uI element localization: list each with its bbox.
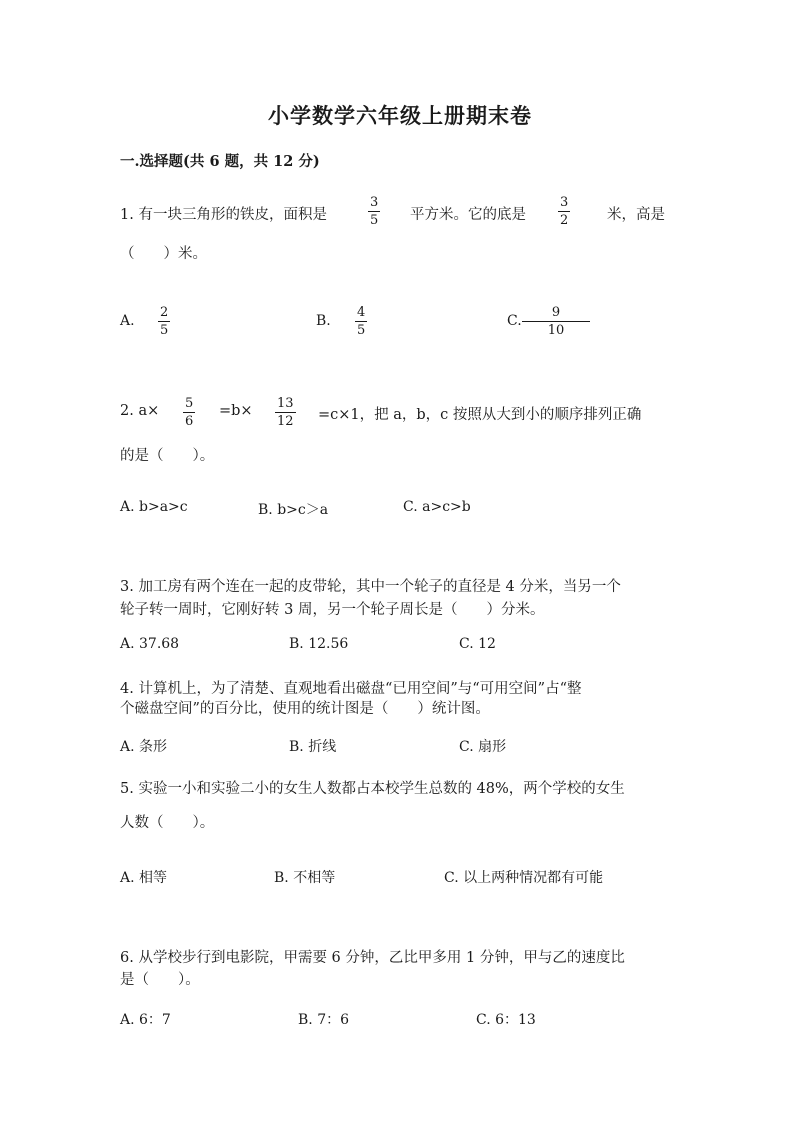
q2-option-c: C. a>c>b bbox=[403, 499, 471, 515]
q3-line-2: 轮子转一周时，它刚好转 3 周，另一个轮子周长是（ ）分米。 bbox=[120, 602, 545, 618]
fraction-bar bbox=[275, 412, 296, 413]
q2-line-2: 的是（ ）。 bbox=[120, 448, 215, 464]
q1-text-b: 平方米。它的底是 bbox=[410, 207, 526, 223]
denominator: 2 bbox=[560, 213, 569, 228]
q2-text-a: 2. a× bbox=[120, 403, 160, 419]
fraction-bar bbox=[183, 412, 195, 413]
denominator: 6 bbox=[185, 414, 194, 429]
q1-text-a: 1. 有一块三角形的铁皮，面积是 bbox=[120, 207, 327, 223]
q1-option-c-frac bbox=[522, 305, 590, 338]
q6-option-c: C. 6：13 bbox=[476, 1012, 536, 1028]
q1-option-b-frac bbox=[355, 305, 367, 338]
q4-line-1: 4. 计算机上，为了清楚、直观地看出磁盘“已用空间”与“可用空间”占“整 bbox=[120, 681, 582, 697]
fraction-bar bbox=[355, 321, 367, 322]
q1-option-b-label: B. bbox=[316, 313, 331, 329]
denominator: 12 bbox=[277, 414, 294, 429]
q5-line-2: 人数（ ）。 bbox=[120, 815, 215, 831]
q4-option-a: A. 条形 bbox=[120, 739, 168, 755]
q2-option-a: A. b>a>c bbox=[120, 499, 188, 515]
q5-option-c: C. 以上两种情况都有可能 bbox=[444, 870, 604, 886]
q1-frac-base bbox=[558, 195, 570, 228]
q6-line-1: 6. 从学校步行到电影院，甲需要 6 分钟，乙比甲多用 1 分钟，甲与乙的速度比 bbox=[120, 950, 625, 966]
page-title: 小学数学六年级上册期末卷 bbox=[268, 103, 532, 128]
q1-text-c: 米，高是 bbox=[607, 207, 665, 223]
q2-frac-1 bbox=[183, 396, 195, 429]
numerator: 3 bbox=[370, 195, 379, 210]
denominator: 5 bbox=[357, 323, 366, 338]
q4-option-c: C. 扇形 bbox=[459, 739, 507, 755]
numerator: 4 bbox=[357, 305, 366, 320]
fraction-bar bbox=[522, 321, 590, 322]
q6-option-b: B. 7：6 bbox=[298, 1012, 350, 1028]
fraction-bar bbox=[368, 211, 380, 212]
denominator: 5 bbox=[370, 213, 379, 228]
fraction-bar bbox=[558, 211, 570, 212]
q5-option-b: B. 不相等 bbox=[274, 870, 336, 886]
q1-line-2: （ ）米。 bbox=[120, 246, 207, 262]
q2-frac-2 bbox=[275, 396, 296, 429]
numerator: 2 bbox=[160, 305, 169, 320]
q5-option-a: A. 相等 bbox=[120, 870, 168, 886]
denominator: 10 bbox=[547, 323, 565, 338]
q3-option-a: A. 37.68 bbox=[120, 636, 180, 652]
section-header: 一.选择题(共 6 题，共 12 分) bbox=[120, 153, 320, 170]
numerator: 3 bbox=[560, 195, 569, 210]
q6-option-a: A. 6：7 bbox=[120, 1012, 171, 1028]
q2-option-b: B. b>c＞a bbox=[258, 502, 329, 518]
q6-line-2: 是（ ）。 bbox=[120, 972, 200, 988]
q3-line-1: 3. 加工房有两个连在一起的皮带轮，其中一个轮子的直径是 4 分米，当另一个 bbox=[120, 579, 621, 595]
fraction-bar bbox=[158, 321, 170, 322]
numerator: 5 bbox=[185, 396, 194, 411]
numerator: 9 bbox=[551, 305, 561, 320]
q2-text-b: =b× bbox=[219, 403, 253, 419]
q4-line-2: 个磁盘空间”的百分比，使用的统计图是（ ）统计图。 bbox=[120, 701, 490, 717]
numerator: 13 bbox=[277, 396, 294, 411]
q5-line-1: 5. 实验一小和实验二小的女生人数都占本校学生总数的 48%，两个学校的女生 bbox=[120, 781, 625, 797]
q1-option-c-label: C. bbox=[507, 313, 522, 329]
q1-frac-area bbox=[368, 195, 380, 228]
q1-option-a-frac bbox=[158, 305, 170, 338]
q2-text-c: =c×1，把 a，b，c 按照从大到小的顺序排列正确 bbox=[318, 407, 642, 423]
denominator: 5 bbox=[160, 323, 169, 338]
q3-option-c: C. 12 bbox=[459, 636, 496, 652]
q3-option-b: B. 12.56 bbox=[289, 636, 349, 652]
q1-option-a-label: A. bbox=[120, 313, 135, 329]
q4-option-b: B. 折线 bbox=[289, 739, 337, 755]
